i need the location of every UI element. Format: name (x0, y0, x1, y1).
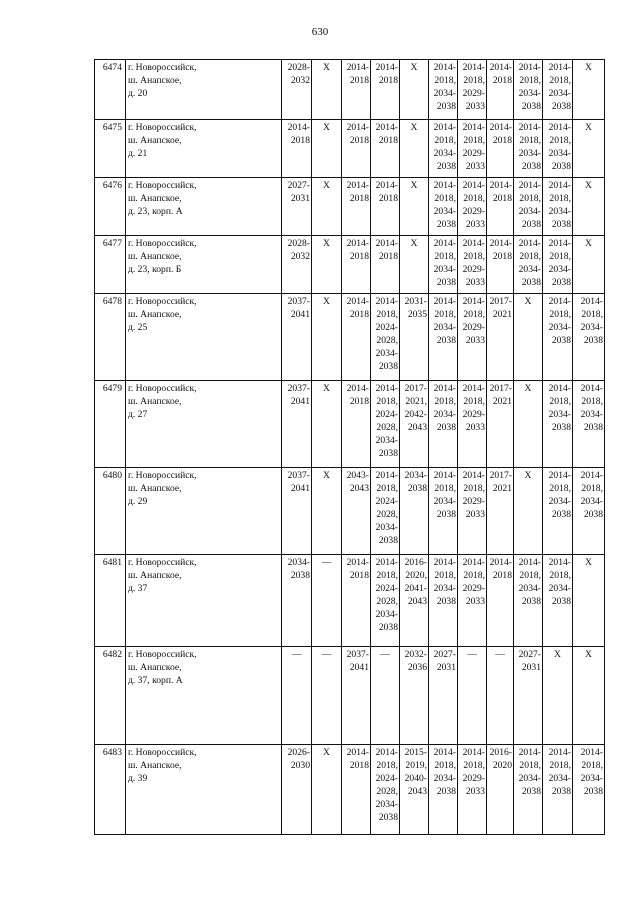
schedule-cell: 2014- 2018, 2034- 2038 (543, 294, 573, 381)
schedule-cell: X (312, 468, 342, 555)
schedule-cell: 2014- 2018, 2029- 2033 (458, 60, 487, 120)
schedule-cell: 2014- 2018, 2024- 2028, 2034- 2038 (371, 381, 400, 468)
schedule-cell: — (282, 647, 312, 745)
schedule-cell: X (312, 178, 342, 236)
address-cell: г. Новороссийск, ш. Анапское, д. 23, корп. Б (126, 236, 282, 294)
schedule-cell: 2014- 2018 (371, 120, 400, 178)
schedule-cell: X (514, 468, 543, 555)
row-number-cell: 6481 (95, 555, 126, 647)
table-row (95, 120, 605, 178)
schedule-cell: 2014- 2018, 2034- 2038 (514, 555, 543, 647)
schedule-cell: 2043- 2043 (342, 468, 371, 555)
table-row (95, 745, 605, 835)
table-body (95, 60, 605, 835)
address-cell: г. Новороссийск, ш. Анапское, д. 39 (126, 745, 282, 835)
schedule-cell: 2014- 2018, 2034- 2038 (429, 236, 458, 294)
schedule-cell: 2014- 2018, 2024- 2028, 2034- 2038 (371, 294, 400, 381)
schedule-cell: 2014- 2018 (342, 120, 371, 178)
table-row (95, 178, 605, 236)
schedule-cell: 2015- 2019, 2040- 2043 (400, 745, 429, 835)
address-cell: г. Новороссийск, ш. Анапское, д. 25 (126, 294, 282, 381)
schedule-cell: 2014- 2018, 2034- 2038 (429, 294, 458, 381)
schedule-cell: 2014- 2018 (342, 236, 371, 294)
row-number-cell: 6479 (95, 381, 126, 468)
schedule-cell: 2014- 2018, 2034- 2038 (429, 60, 458, 120)
schedule-cell: 2017- 2021, 2042- 2043 (400, 381, 429, 468)
row-number-cell: 6482 (95, 647, 126, 745)
schedule-cell: X (573, 236, 605, 294)
schedule-cell: 2014- 2018, 2034- 2038 (514, 178, 543, 236)
schedule-cell: 2014- 2018, 2029- 2033 (458, 468, 487, 555)
schedule-cell: 2014- 2018, 2034- 2038 (543, 178, 573, 236)
row-number-cell: 6480 (95, 468, 126, 555)
schedule-cell: 2028- 2032 (282, 60, 312, 120)
schedule-cell: 2017- 2021 (487, 294, 514, 381)
schedule-cell: 2014- 2018, 2034- 2038 (543, 468, 573, 555)
table-row (95, 381, 605, 468)
row-number-cell: 6476 (95, 178, 126, 236)
schedule-cell: 2014- 2018, 2034- 2038 (429, 178, 458, 236)
schedule-cell: 2014- 2018, 2029- 2033 (458, 745, 487, 835)
schedule-cell: — (487, 647, 514, 745)
schedule-cell: 2037- 2041 (282, 468, 312, 555)
row-number-cell: 6474 (95, 60, 126, 120)
schedule-cell: 2017- 2021 (487, 468, 514, 555)
schedule-cell: X (312, 236, 342, 294)
schedule-cell: X (573, 60, 605, 120)
schedule-cell: 2014- 2018 (342, 60, 371, 120)
schedule-cell: 2037- 2041 (342, 647, 371, 745)
schedule-cell: 2014- 2018, 2034- 2038 (543, 745, 573, 835)
schedule-cell: X (312, 60, 342, 120)
address-cell: г. Новороссийск, ш. Анапское, д. 37 (126, 555, 282, 647)
schedule-cell: X (514, 381, 543, 468)
address-cell: г. Новороссийск, ш. Анапское, д. 27 (126, 381, 282, 468)
schedule-cell: 2014- 2018, 2034- 2038 (543, 120, 573, 178)
schedule-cell: 2016- 2020 (487, 745, 514, 835)
schedule-cell: 2014- 2018, 2024- 2028, 2034- 2038 (371, 555, 400, 647)
schedule-cell: 2014- 2018, 2034- 2038 (543, 381, 573, 468)
schedule-cell: 2014- 2018, 2034- 2038 (514, 236, 543, 294)
schedule-cell: 2014- 2018, 2024- 2028, 2034- 2038 (371, 468, 400, 555)
schedule-cell: 2014- 2018, 2034- 2038 (514, 745, 543, 835)
table-row (95, 647, 605, 745)
schedule-cell: 2014- 2018 (487, 236, 514, 294)
schedule-cell: X (573, 178, 605, 236)
schedule-cell: 2014- 2018, 2029- 2033 (458, 236, 487, 294)
schedule-cell: 2014- 2018, 2029- 2033 (458, 381, 487, 468)
schedule-cell: 2014- 2018 (371, 236, 400, 294)
schedule-cell: 2016- 2020, 2041- 2043 (400, 555, 429, 647)
schedule-cell: 2014- 2018, 2034- 2038 (429, 555, 458, 647)
schedule-cell: X (312, 294, 342, 381)
schedule-cell: 2028- 2032 (282, 236, 312, 294)
row-number-cell: 6483 (95, 745, 126, 835)
schedule-cell: 2014- 2018 (342, 294, 371, 381)
schedule-cell: 2014- 2018, 2024- 2028, 2034- 2038 (371, 745, 400, 835)
schedule-cell: X (312, 381, 342, 468)
schedule-cell: — (312, 555, 342, 647)
row-number-cell: 6477 (95, 236, 126, 294)
schedule-cell: 2014- 2018, 2034- 2038 (429, 381, 458, 468)
schedule-cell: 2014- 2018 (487, 555, 514, 647)
schedule-cell: X (573, 120, 605, 178)
schedule-cell: X (514, 294, 543, 381)
schedule-cell: X (400, 120, 429, 178)
address-cell: г. Новороссийск, ш. Анапское, д. 37, корп. А (126, 647, 282, 745)
schedule-cell: 2014- 2018, 2029- 2033 (458, 294, 487, 381)
schedule-cell: X (400, 60, 429, 120)
schedule-cell: 2014- 2018, 2034- 2038 (514, 60, 543, 120)
table-row (95, 468, 605, 555)
schedule-cell: 2014- 2018, 2034- 2038 (543, 555, 573, 647)
schedule-cell: 2014- 2018 (342, 178, 371, 236)
schedule-cell: 2026- 2030 (282, 745, 312, 835)
table-row (95, 294, 605, 381)
schedule-cell: X (400, 236, 429, 294)
schedule-cell: 2014- 2018, 2034- 2038 (573, 468, 605, 555)
schedule-cell: X (573, 647, 605, 745)
table-row (95, 60, 605, 120)
schedule-cell: 2014- 2018, 2029- 2033 (458, 555, 487, 647)
schedule-cell: 2014- 2018 (342, 745, 371, 835)
schedule-cell: X (312, 120, 342, 178)
address-cell: г. Новороссийск, ш. Анапское, д. 23, корп. А (126, 178, 282, 236)
schedule-cell: 2014- 2018, 2034- 2038 (543, 236, 573, 294)
schedule-cell: 2037- 2041 (282, 381, 312, 468)
schedule-cell: 2017- 2021 (487, 381, 514, 468)
schedule-cell: — (312, 647, 342, 745)
schedule-cell: 2027- 2031 (514, 647, 543, 745)
schedule-cell: 2027- 2031 (282, 178, 312, 236)
schedule-cell: — (458, 647, 487, 745)
schedule-cell: 2034- 2038 (400, 468, 429, 555)
schedule-cell: X (543, 647, 573, 745)
page-number: 630 (311, 26, 329, 38)
address-cell: г. Новороссийск, ш. Анапское, д. 29 (126, 468, 282, 555)
schedule-cell: 2014- 2018 (487, 178, 514, 236)
address-cell: г. Новороссийск, ш. Анапское, д. 21 (126, 120, 282, 178)
schedule-cell: 2034- 2038 (282, 555, 312, 647)
schedule-cell: 2014- 2018 (282, 120, 312, 178)
schedule-cell: 2014- 2018 (487, 60, 514, 120)
housing-repair-schedule-table (94, 59, 605, 835)
schedule-cell: — (371, 647, 400, 745)
schedule-cell: 2014- 2018, 2034- 2038 (543, 60, 573, 120)
schedule-cell: 2014- 2018 (371, 60, 400, 120)
schedule-cell: 2014- 2018, 2034- 2038 (573, 745, 605, 835)
schedule-cell: 2037- 2041 (282, 294, 312, 381)
table-row (95, 555, 605, 647)
schedule-cell: 2014- 2018, 2029- 2033 (458, 178, 487, 236)
schedule-cell: 2014- 2018, 2034- 2038 (573, 381, 605, 468)
schedule-cell: 2014- 2018 (371, 178, 400, 236)
schedule-cell: X (400, 178, 429, 236)
schedule-cell: 2014- 2018 (342, 381, 371, 468)
schedule-cell: 2014- 2018, 2034- 2038 (514, 120, 543, 178)
schedule-cell: 2014- 2018 (342, 555, 371, 647)
schedule-cell: 2014- 2018 (487, 120, 514, 178)
row-number-cell: 6478 (95, 294, 126, 381)
row-number-cell: 6475 (95, 120, 126, 178)
schedule-cell: 2032- 2036 (400, 647, 429, 745)
schedule-cell: 2014- 2018, 2034- 2038 (429, 745, 458, 835)
schedule-cell: 2031- 2035 (400, 294, 429, 381)
schedule-cell: 2014- 2018, 2034- 2038 (429, 468, 458, 555)
schedule-cell: X (312, 745, 342, 835)
schedule-cell: 2014- 2018, 2034- 2038 (573, 294, 605, 381)
schedule-cell: 2027- 2031 (429, 647, 458, 745)
schedule-cell: 2014- 2018, 2034- 2038 (429, 120, 458, 178)
schedule-cell: 2014- 2018, 2029- 2033 (458, 120, 487, 178)
address-cell: г. Новороссийск, ш. Анапское, д. 20 (126, 60, 282, 120)
schedule-cell: X (573, 555, 605, 647)
table-row (95, 236, 605, 294)
